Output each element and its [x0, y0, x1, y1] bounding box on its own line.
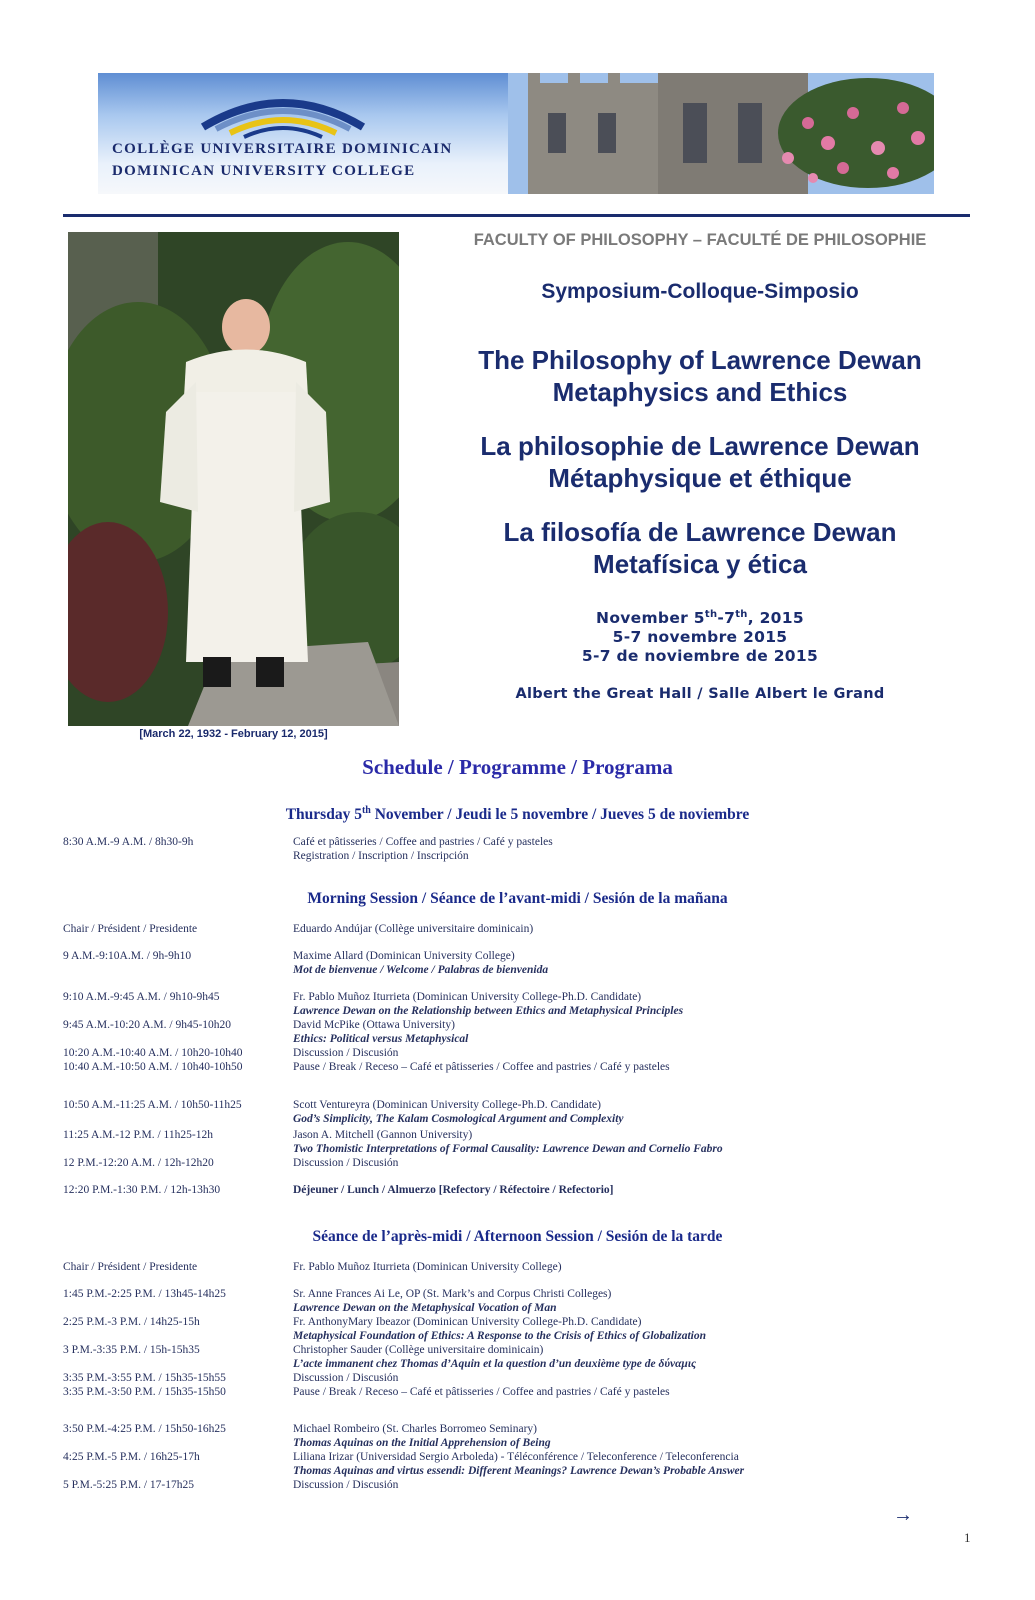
row-time: 12 P.M.-12:20 A.M. / 12h-12h20: [63, 1157, 214, 1169]
title-english: [440, 344, 960, 408]
row-desc: Pause / Break / Receso – Café et pâtisseries / Coffee and pastries / Café y pasteles: [293, 1386, 670, 1398]
next-page-arrow-icon[interactable]: →: [893, 1504, 913, 1526]
row-time: 10:50 A.M.-11:25 A.M. / 10h50-11h25: [63, 1099, 242, 1111]
row-desc: Déjeuner / Lunch / Almuerzo [Refectory / Réfectoire / Refectorio]: [293, 1184, 614, 1196]
college-name-en: DOMINICAN UNIVERSITY COLLEGE: [112, 163, 416, 179]
portrait-photo: [68, 232, 399, 726]
row-desc: Liliana Irizar (Universidad Sergio Arboleda) - Téléconférence / Teleconference / Teleconferencia Thomas Aquinas and virtus essendi: Different Meanings? Lawrence Dewan’s Probable Answer: [293, 1451, 745, 1477]
header-divider: [63, 214, 970, 217]
row-desc: Discussion / Discusión: [293, 1157, 399, 1169]
faculty-name: FACULTY OF PHILOSOPHY – FACULTÉ DE PHILOSOPHIE: [473, 231, 927, 249]
row-time: 8:30 A.M.-9 A.M. / 8h30-9h: [63, 836, 194, 848]
row-desc: Fr. Pablo Muñoz Iturrieta (Dominican University College): [293, 1261, 562, 1273]
title-fr-line1: La philosophie de Lawrence Dewan: [480, 431, 920, 461]
row-time: 10:40 A.M.-10:50 A.M. / 10h40-10h50: [63, 1061, 243, 1073]
header-banner: [98, 73, 934, 194]
title-french: [440, 430, 960, 494]
row-desc: David McPike (Ottawa University) Ethics: Political versus Metaphysical: [293, 1019, 469, 1045]
day-heading: Thursday 5th November / Jeudi le 5 novembre / Jueves 5 de noviembre: [285, 805, 750, 824]
venue: Albert the Great Hall / Salle Albert le Grand: [515, 686, 885, 702]
row-desc: Pause / Break / Receso – Café et pâtisseries / Coffee and pastries / Café y pasteles: [293, 1061, 670, 1073]
date-spanish: 5-7 de noviembre de 2015: [581, 647, 819, 665]
row-desc: Eduardo Andújar (Collège universitaire dominicain): [293, 923, 534, 935]
row-time: 12:20 P.M.-1:30 P.M. / 12h-13h30: [63, 1184, 221, 1196]
title-fr-line2: Métaphysique et éthique: [548, 463, 852, 493]
row-time: 3:35 P.M.-3:55 P.M. / 15h35-15h55: [63, 1372, 226, 1384]
building-image: [508, 73, 934, 194]
row-time: 3:35 P.M.-3:50 P.M. / 15h35-15h50: [63, 1386, 226, 1398]
page-number: 1: [964, 1530, 971, 1545]
row-time: 10:20 A.M.-10:40 A.M. / 10h20-10h40: [63, 1047, 243, 1059]
row-time: 3 P.M.-3:35 P.M. / 15h-15h35: [63, 1344, 200, 1356]
row-time: 9:10 A.M.-9:45 A.M. / 9h10-9h45: [63, 991, 220, 1003]
row-desc: Discussion / Discusión: [293, 1372, 399, 1384]
row-desc: Maxime Allard (Dominican University College) Mot de bienvenue / Welcome / Palabras de bienvenida: [293, 950, 549, 976]
college-logo-icon: [198, 87, 368, 139]
title-spanish: [440, 516, 960, 580]
title-es-line2: Metafísica y ética: [593, 549, 807, 579]
row-desc: Scott Ventureyra (Dominican University College-Ph.D. Candidate) God’s Simplicity, The Kalam Cosmological Argument and Complexity: [293, 1099, 624, 1125]
photo-caption: [March 22, 1932 - February 12, 2015]: [139, 728, 328, 740]
row-desc: Fr. Pablo Muñoz Iturrieta (Dominican University College-Ph.D. Candidate) Lawrence Dewan on the Relationship between Ethics and Metaphysical Principles: [293, 991, 684, 1017]
row-desc: Café et pâtisseries / Coffee and pastries / Café y pasteles Registration / Inscription / Inscripción: [293, 836, 553, 862]
schedule-title: Schedule / Programme / Programa: [362, 755, 673, 779]
college-name-fr: COLLÈGE UNIVERSITAIRE DOMINICAIN: [112, 141, 453, 157]
row-desc: Michael Rombeiro (St. Charles Borromeo Seminary) Thomas Aquinas on the Initial Apprehension of Being: [293, 1423, 551, 1449]
row-desc: Fr. AnthonyMary Ibeazor (Dominican University College-Ph.D. Candidate) Metaphysical Foundation of Ethics: A Response to the Crisis of Ethics of Globalization: [293, 1316, 706, 1342]
morning-session-heading: Morning Session / Séance de l’avant-midi / Sesión de la mañana: [307, 890, 728, 907]
row-time: 11:25 A.M.-12 P.M. / 11h25-12h: [63, 1129, 213, 1141]
row-desc: Discussion / Discusión: [293, 1479, 399, 1491]
row-desc: Christopher Sauder (Collège universitaire dominicain) L’acte immanent chez Thomas d’Aquin et la question d’un deuxième type de δύναμις: [293, 1344, 697, 1370]
portrait-image: [68, 232, 399, 726]
row-desc: Discussion / Discusión: [293, 1047, 399, 1059]
symposium-label: Symposium-Colloque-Simposio: [541, 280, 859, 303]
afternoon-session-heading: Séance de l’après-midi / Afternoon Session / Sesión de la tarde: [312, 1228, 723, 1245]
row-time: Chair / Président / Presidente: [63, 923, 198, 935]
row-time: 4:25 P.M.-5 P.M. / 16h25-17h: [63, 1451, 200, 1463]
title-en-line2: Metaphysics and Ethics: [552, 377, 848, 407]
row-desc: Sr. Anne Frances Ai Le, OP (St. Mark’s and Corpus Christi Colleges) Lawrence Dewan on the Metaphysical Vocation of Man: [293, 1288, 612, 1314]
title-en-line1: The Philosophy of Lawrence Dewan: [478, 345, 922, 375]
row-desc: Jason A. Mitchell (Gannon University) Two Thomistic Interpretations of Formal Causality: Lawrence Dewan and Cornelio Fabro: [293, 1129, 723, 1155]
date-english: November 5th-7th, 2015: [596, 609, 804, 628]
row-time: 9:45 A.M.-10:20 A.M. / 9h45-10h20: [63, 1019, 232, 1031]
date-french: 5-7 novembre 2015: [612, 628, 788, 646]
title-es-line1: La filosofía de Lawrence Dewan: [503, 517, 897, 547]
row-time: 9 A.M.-9:10A.M. / 9h-9h10: [63, 950, 192, 962]
row-time: 3:50 P.M.-4:25 P.M. / 15h50-16h25: [63, 1423, 226, 1435]
row-time: 2:25 P.M.-3 P.M. / 14h25-15h: [63, 1316, 200, 1328]
row-time: 1:45 P.M.-2:25 P.M. / 13h45-14h25: [63, 1288, 226, 1300]
row-time: 5 P.M.-5:25 P.M. / 17-17h25: [63, 1479, 194, 1491]
row-time: Chair / Président / Presidente: [63, 1261, 198, 1273]
